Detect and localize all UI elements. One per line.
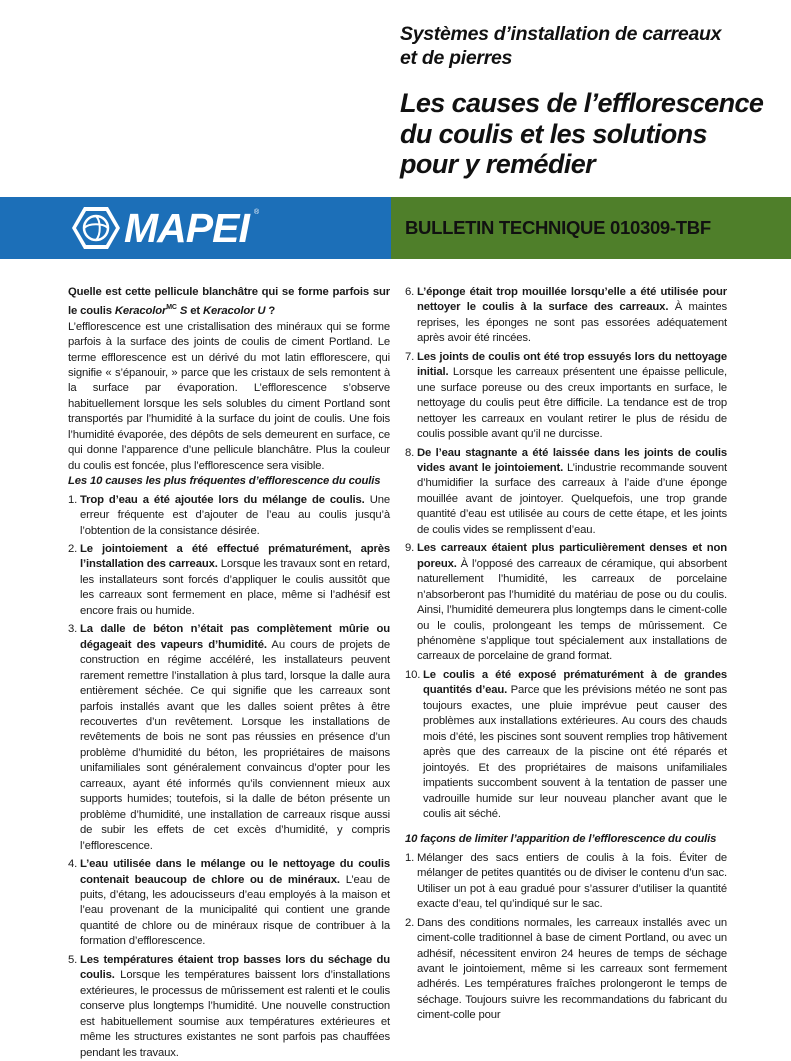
title-line: pour y remédier bbox=[400, 149, 596, 179]
question-heading: Quelle est cette pellicule blanchâtre qui se forme parfois sur le coulis Keracolor$^{MC}$ S et Keracolor U ? bbox=[68, 286, 390, 318]
left-column bbox=[68, 285, 390, 1061]
list-item: 2. Le jointoiement a été effectué prématurément, après l’installation des carreaux. Lorsque les travaux sont en retard, les installateurs sont forcés d’appliquer le coulis aussitôt que les carreaux sont fermement en place, même si l’adhésif est encore frais ou humide. bbox=[68, 543, 391, 617]
list-item: 6. L’éponge était trop mouillée lorsqu’elle a été utilisée pour nettoyer le coulis à la surface des carreaux. À maintes reprises, les éponges ne sont pas essorées adéquatement après avoir été rincées. bbox=[405, 286, 727, 345]
intro-paragraph: L’efflorescence est une cristallisation des minéraux qui se forme parfois à la surface des joints de coulis de ciment Portland. Le terme efflorescence est un dérivé du mot latin efflorescere, qui signifie « s’épanouir, » parce que les cristaux de sels remontent à la surface par évaporation. L’efflorescence s’observe habituellement lorsque les sels solubles du ciment Portland sont transportés par l’humidité à la surface du joint de coulis. Une fois l’humidité évaporée, des dépôts de sels demeurent en surface, ce qui donne l’apparence d’une pellicule blanchâtre. Plus la couleur du coulis est foncée, plus l’efflorescence sera visible. bbox=[68, 320, 390, 472]
list-item: 7. Les joints de coulis ont été trop essuyés lors du nettoyage initial. Lorsque les carreaux présentent une épaisse pellicule, une surface poreuse ou des creux importants en surface, le nettoyage du coulis peut être difficile. La tendance est de trop nettoyer les carreaux en voulant retirer le plus de résidu de coulis possible avant qu’il ne durcisse. bbox=[405, 350, 727, 441]
title-line: Les causes de l’efflorescence bbox=[400, 88, 764, 118]
list-item: 3. La dalle de béton n’était pas complètement mûrie ou dégageait des vapeurs d’humidité. Au cours de projets de construction en régime accéléré, les installateurs peuvent rarement remettre l’installation à plus tard, lorsque la dalle aura entièrement séchée. Ce qui signifie que les carreaux sont parfois installés avant que les dalles soient prêtes à être recouvertes d’un revêtement. Lorsque les installations de revêtements de bois ne sont pas réussies en présence d’un problème d’humidité du béton, les propriétaires de maisons unifamiliales sont généralement convaincus d’opter pour les carreaux, ayant été informés qu’ils conviennent mieux aux supports humides; toutefois, si la dalle de béton présente un problème d’humidité, une installation de carreaux risque aussi de subir les effets de cet excès d’humidité, y compris l’efflorescence. bbox=[68, 623, 390, 852]
list-item: 5. Les températures étaient trop basses lors du séchage du coulis. Lorsque les températures baissent lors d’installations extérieures, le processus de mûrissement est ralenti et le coulis conserve plus longtemps l’humidité. Une nouvelle construction est habituellement soumise aux températures extérieures et même les structures existantes ne sont parfois pas chauffées pendant les travaux. bbox=[68, 953, 390, 1059]
list-item: 1. Trop d’eau a été ajoutée lors du mélange de coulis. Une erreur fréquente est d’ajouter de l’eau au coulis jusqu’à l’obtention de la consistance désirée. bbox=[68, 493, 391, 537]
list-item: 4. L’eau utilisée dans le mélange ou le nettoyage du coulis contenait beaucoup de chlore ou de minéraux. L’eau de puits, d’étang, les adoucisseurs d’eau employés à la maison et l’eau provenant de la municipalité qui contient une grande quantité de chlore ou de minéraux risque de contribuer à la formation d’efflorescence. bbox=[68, 858, 390, 948]
list-item: 2. Dans des conditions normales, les carreaux installés avec un ciment-colle traditionnel à base de ciment Portland, ou avec un adhésif, nécessitent environ 24 heures de temps de séchage avant le jointoiement, même si les carreaux sont fermement adhérés. Les températures fraîches prolongeront le temps de séchage. Toujours suivre les recommandations du fabricant du ciment-colle pour bbox=[405, 916, 727, 1022]
title-line: du coulis et les solutions bbox=[400, 118, 707, 149]
right-column bbox=[405, 285, 727, 1024]
mapei-logo-icon bbox=[70, 205, 122, 251]
causes-heading: Les 10 causes les plus fréquentes d’efflorescence du coulis bbox=[68, 475, 381, 488]
ways-heading: 10 façons de limiter l’apparition de l’efflorescence du coulis bbox=[405, 833, 717, 846]
document-title bbox=[400, 88, 785, 180]
registered-mark: ® bbox=[254, 209, 260, 216]
list-item: 10. Le coulis a été exposé prématurément à de grandes quantités d’eau. Parce que les prévisions météo ne sont pas toujours exactes, une pluie imprévue peut causer des problèmes aux installations extérieures. Au cours des chauds mois d’été, les piscines sont souvent remplies trop hâtivement après que des carreaux de la piscine ont été réparés et jointoyés. Et des propriétaires de maisons unifamiliales impatients succombent souvent à la tentation de passer une vadrouille humide sur leur nouveau plancher avant que le coulis ait séché. bbox=[405, 668, 727, 820]
bulletin-number: BULLETIN TECHNIQUE 010309-TBF bbox=[405, 217, 711, 238]
list-item: 9. Les carreaux étaient plus particulièrement denses et non poreux. À l’opposé des carreaux de céramique, qui absorbent naturellement l’humidité, les carreaux de porcelaine n’absorberont pas l’humidité du matériau de pose ou du coulis. Ainsi, l’humidité demeurera plus longtemps dans le ciment-colle ou le coulis, prolongeant les temps de mûrissement. Ce phénomène s’applique tout spécialement aux installations de carreaux de porcelaine de grand format. bbox=[405, 542, 727, 663]
subtitle-line: et de pierres bbox=[400, 47, 513, 69]
list-item: 1. Mélanger des sacs entiers de coulis à la fois. Éviter de mélanger de petites quantités ou de diviser le contenu d’un sac. Utiliser un pot à eau gradué pour s’assurer d’utiliser la quantité exacte d’eau, tel qu’indiqué sur le sac. bbox=[405, 851, 727, 911]
brand-wordmark: MAPEI bbox=[124, 205, 249, 251]
list-item: 8. De l’eau stagnante a été laissée dans les joints de coulis vides avant le jointoiement. L’industrie recommande souvent d’humidifier la surface des carreaux à l’aide d’une éponge mouillée avant de jointoyer. Quelquefois, une trop grande quantité d’eau est utilisée au cours de cette étape, et les joints de coulis vides se remplissent d’eau. bbox=[405, 446, 727, 536]
subtitle-line: Systèmes d’installation de carreaux bbox=[400, 23, 722, 45]
document-subtitle bbox=[400, 22, 780, 70]
